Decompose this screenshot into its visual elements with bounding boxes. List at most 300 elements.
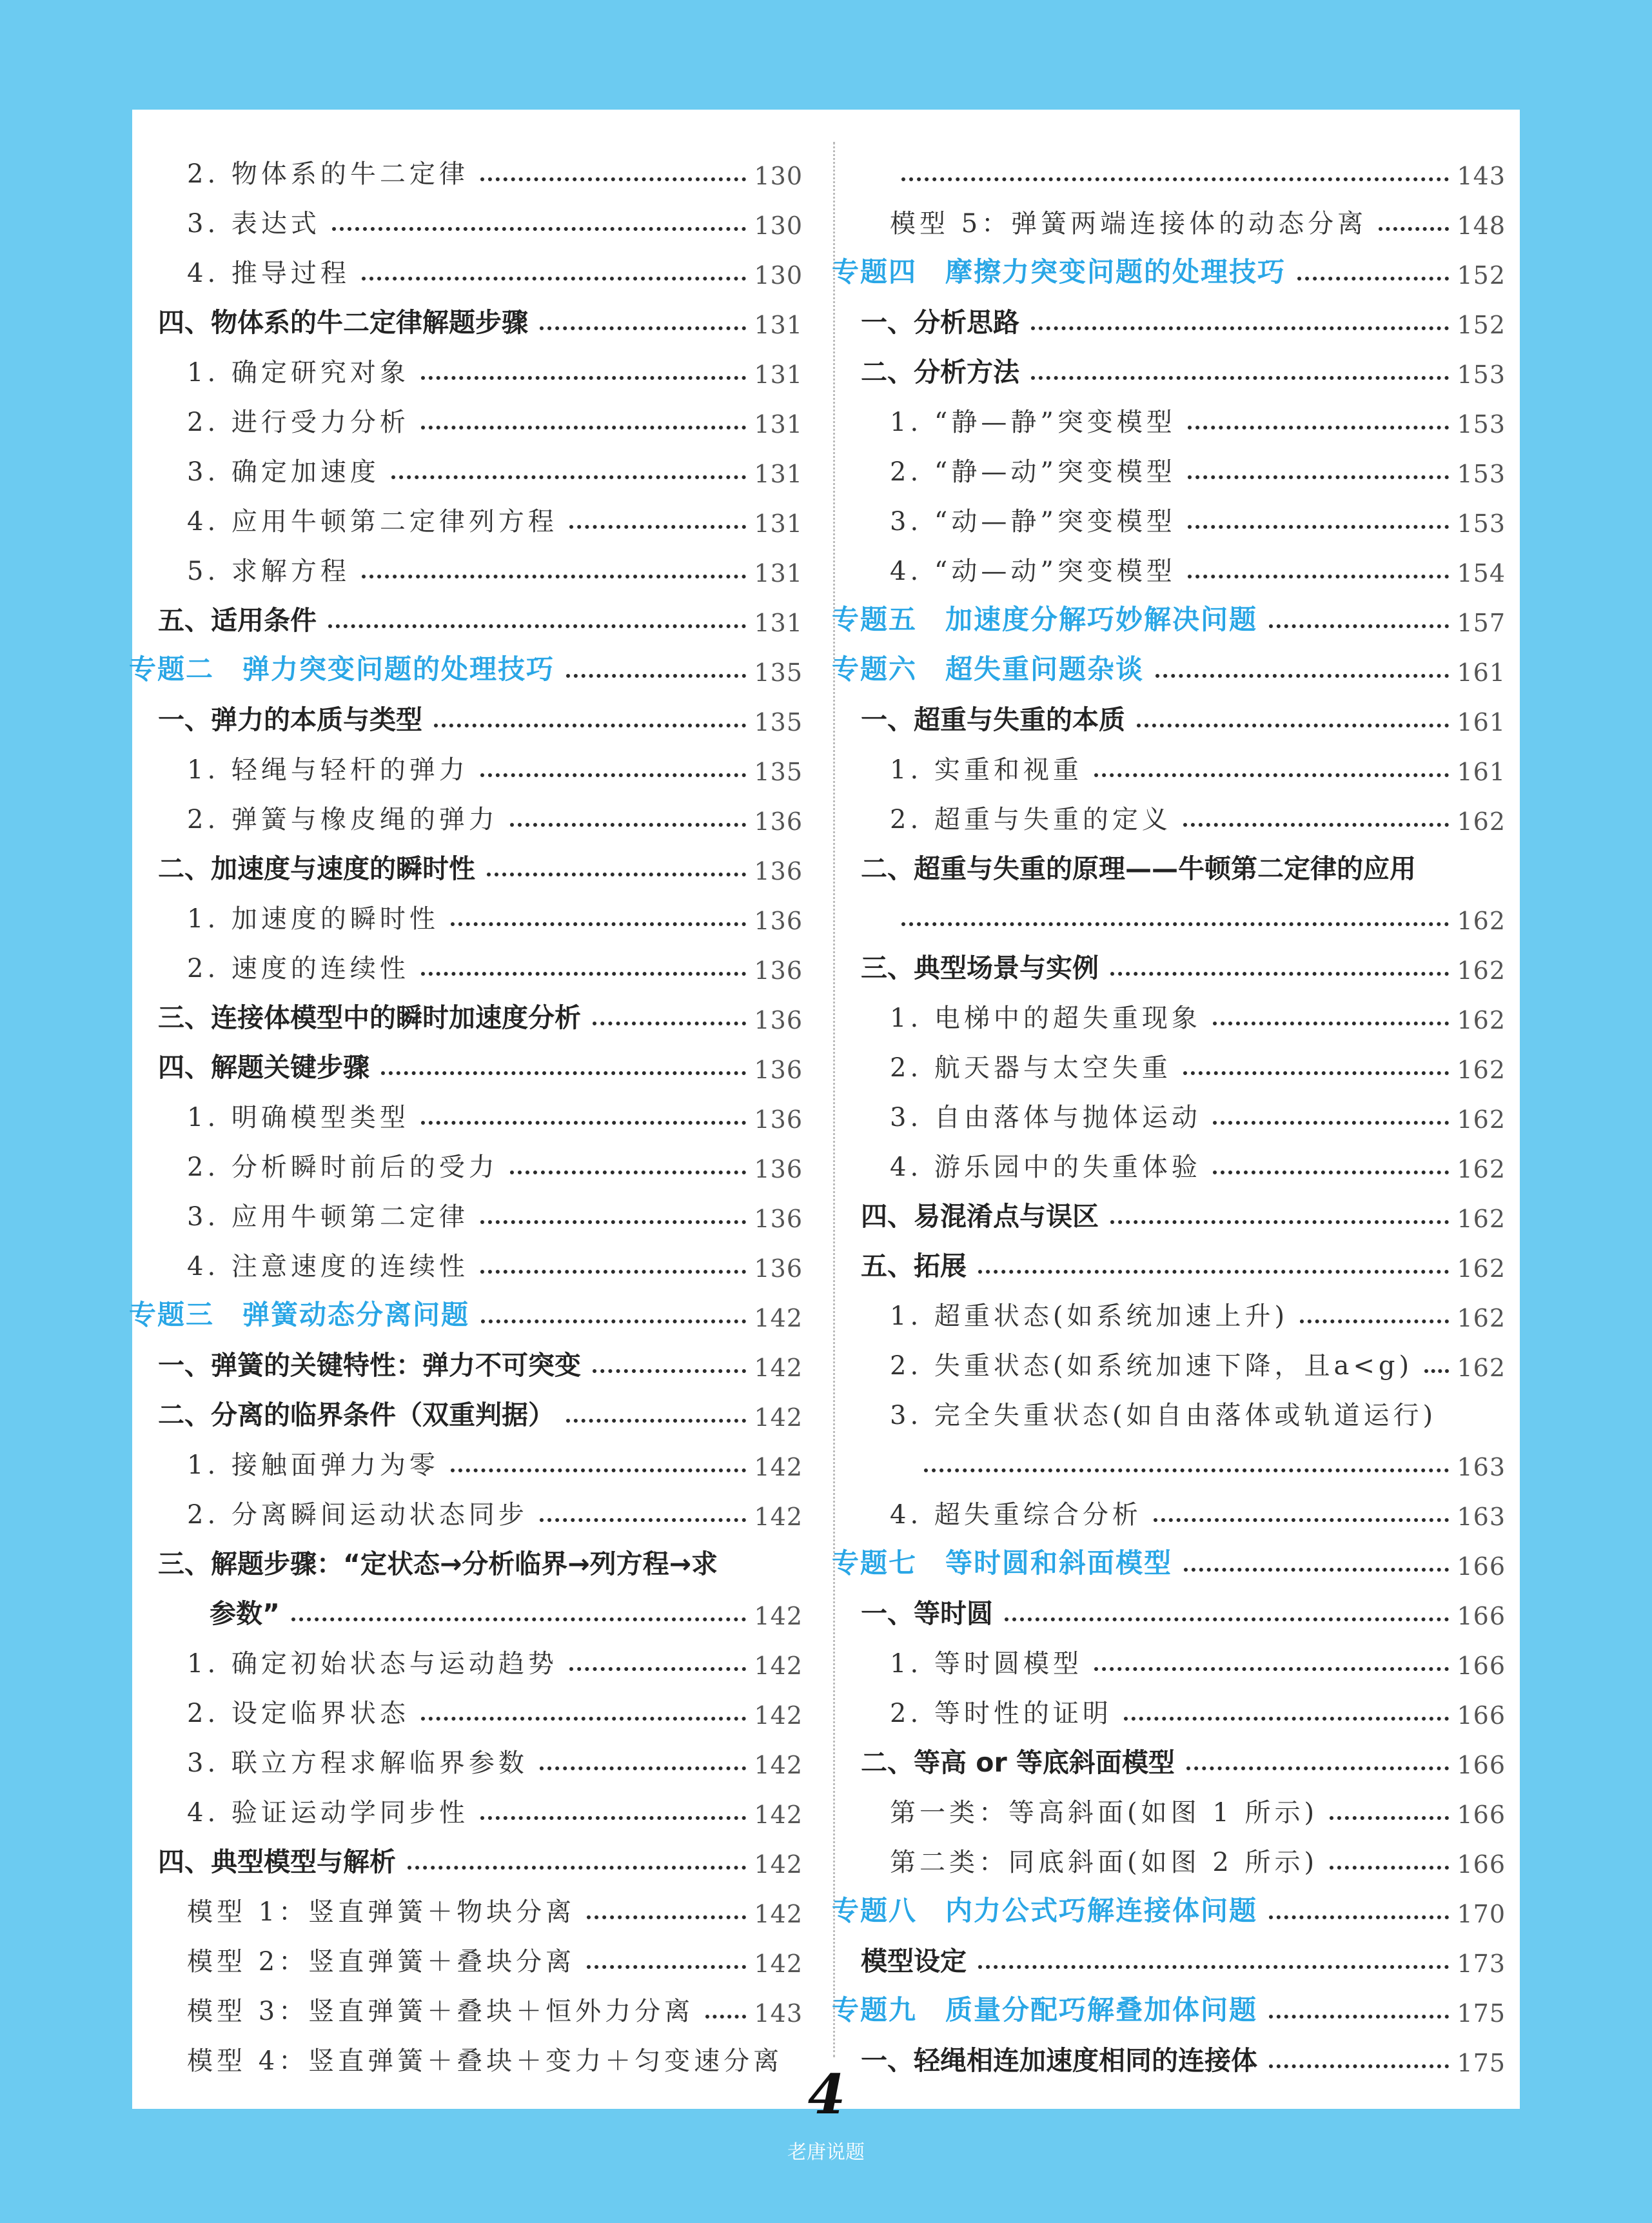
toc-entry-title: 模型 1：竖直弹簧＋物块分离 [187, 1897, 576, 1927]
toc-entry[interactable] [861, 1481, 1506, 1531]
toc-entry[interactable] [861, 736, 1506, 786]
toc-entry[interactable] [832, 637, 1506, 687]
toc-entry[interactable] [861, 1630, 1506, 1680]
toc-entry-page: 154 [1457, 559, 1506, 588]
toc-entry[interactable] [861, 290, 1506, 339]
dot-leader [510, 1171, 747, 1174]
dot-leader [1005, 1617, 1449, 1621]
dot-leader [1213, 1171, 1450, 1174]
toc-entry[interactable] [158, 1680, 803, 1730]
toc-entry-page: 142 [754, 1801, 803, 1829]
toc-entry[interactable] [861, 1134, 1506, 1183]
toc-left-column [129, 141, 803, 2077]
toc-entry[interactable] [861, 1581, 1506, 1630]
toc-entry-title: 四、典型模型与解析 [158, 1846, 396, 1877]
toc-entry-page: 166 [1457, 1801, 1506, 1829]
dot-leader [332, 227, 747, 231]
toc-entry-page: 136 [754, 956, 803, 985]
toc-entry[interactable] [129, 637, 803, 687]
toc-entry[interactable] [158, 1779, 803, 1829]
dot-leader [1094, 773, 1450, 777]
toc-entry[interactable] [832, 1531, 1506, 1581]
toc-entry-title: 4. “动—动”突变模型 [890, 557, 1176, 586]
toc-entry-title: 专题六 超失重问题杂谈 [832, 653, 1145, 685]
dot-leader [587, 1915, 746, 1919]
toc-entry-title: 2. 超重与失重的定义 [890, 805, 1172, 835]
toc-entry-page: 161 [1457, 758, 1506, 786]
toc-entry-title: 2. 航天器与太空失重 [890, 1053, 1172, 1083]
dot-leader [1183, 1071, 1450, 1075]
toc-entry-title: 四、易混淆点与误区 [861, 1201, 1099, 1232]
toc-entry[interactable] [158, 687, 803, 736]
toc-entry[interactable] [861, 1332, 1506, 1382]
toc-entry-title: 1. 等时圆模型 [890, 1649, 1083, 1679]
toc-entry[interactable] [158, 1332, 803, 1382]
toc-entry-title: 参数” [210, 1598, 280, 1629]
toc-entry-title: 2. “静—动”突变模型 [890, 457, 1176, 487]
dot-leader [1330, 1866, 1449, 1870]
toc-entry-page: 163 [1457, 1453, 1506, 1481]
toc-entry[interactable] [158, 141, 803, 190]
dot-leader [593, 1022, 746, 1025]
toc-entry-title: 1. 实重和视重 [890, 755, 1083, 785]
toc-entry[interactable] [861, 1829, 1506, 1879]
toc-entry-title: 4. 推导过程 [187, 259, 350, 288]
toc-entry[interactable] [861, 538, 1506, 588]
toc-entry-page: 162 [1457, 1254, 1506, 1283]
dot-leader [434, 724, 746, 727]
toc-entry[interactable] [158, 836, 803, 885]
dot-leader [1188, 426, 1450, 430]
toc-entry[interactable] [861, 1034, 1506, 1084]
toc-entry-page: 161 [1457, 658, 1506, 687]
footer-watermark: 老唐说题 [787, 2141, 865, 2164]
toc-entry-title: 2. 进行受力分析 [187, 408, 409, 437]
toc-entry-page: 175 [1457, 2049, 1506, 2077]
toc-entry-page: 142 [754, 1900, 803, 1928]
toc-entry-page: 162 [1457, 1006, 1506, 1034]
dot-leader [705, 2015, 746, 2019]
toc-entry-page: 131 [754, 559, 803, 588]
dot-leader [1269, 624, 1449, 628]
toc-entry-page: 136 [754, 1006, 803, 1034]
toc-entry[interactable] [861, 935, 1506, 985]
toc-entry-title: 四、解题关键步骤 [158, 1052, 369, 1083]
toc-entry[interactable] [158, 240, 803, 290]
toc-entry-page: 136 [754, 907, 803, 935]
toc-entry-page: 173 [1457, 1950, 1506, 1978]
dot-leader [421, 1717, 747, 1721]
toc-entry[interactable] [158, 1581, 803, 1630]
dot-leader [1269, 2064, 1449, 2068]
dot-leader [566, 674, 746, 678]
toc-entry-title: 三、解题步骤：“定状态→分析临界→列方程→求 [158, 1548, 718, 1579]
toc-entry-page: 162 [1457, 907, 1506, 935]
toc-entry-page: 131 [754, 410, 803, 439]
dot-leader [1183, 823, 1450, 827]
toc-entry-title: 1. 电梯中的超失重现象 [890, 1003, 1201, 1033]
toc-entry-page: 142 [754, 1503, 803, 1531]
toc-entry-page: 175 [1457, 1999, 1506, 2028]
toc-entry-title: 4. 应用牛顿第二定律列方程 [187, 507, 558, 537]
toc-entry-title: 3. 应用牛顿第二定律 [187, 1202, 469, 1232]
toc-entry-title: 专题四 摩擦力突变问题的处理技巧 [832, 256, 1286, 288]
toc-entry-page: 163 [1457, 1503, 1506, 1531]
toc-entry-page: 166 [1457, 1850, 1506, 1879]
toc-entry[interactable] [861, 1283, 1506, 1332]
toc-entry-title: 3. 自由落体与抛体运动 [890, 1103, 1201, 1132]
toc-entry[interactable] [861, 885, 1506, 935]
toc-entry-page: 152 [1457, 311, 1506, 339]
toc-entry-title: 三、连接体模型中的瞬时加速度分析 [158, 1002, 581, 1033]
toc-entry-title: 模型 4：竖直弹簧＋叠块＋变力＋匀变速分离 [187, 2046, 783, 2076]
toc-entry-title: 1. 超重状态(如系统加速上升) [890, 1301, 1289, 1331]
toc-entry[interactable] [158, 1879, 803, 1928]
toc-entry-page: 135 [754, 658, 803, 687]
dot-leader [924, 1468, 1449, 1472]
toc-entry-page: 142 [754, 1701, 803, 1730]
toc-entry-title: 4. 验证运动学同步性 [187, 1798, 469, 1828]
toc-entry-title: 模型 5：弹簧两端连接体的动态分离 [890, 209, 1368, 239]
dot-leader [381, 1071, 746, 1075]
toc-entry[interactable] [158, 439, 803, 488]
dot-leader [540, 326, 746, 330]
toc-right-column [832, 141, 1506, 2077]
dot-leader [1110, 1220, 1449, 1224]
dot-leader [1379, 227, 1449, 231]
dot-leader [1188, 475, 1450, 479]
dot-leader [1188, 575, 1450, 578]
toc-entry[interactable] [832, 588, 1506, 637]
dot-leader [480, 177, 747, 181]
toc-entry[interactable] [861, 190, 1506, 240]
toc-entry-page: 153 [1457, 361, 1506, 389]
toc-entry-title: 3. 完全失重状态(如自由落体或轨道运行) [890, 1401, 1437, 1430]
toc-entry-title: 专题九 质量分配巧解叠加体问题 [832, 1994, 1258, 2026]
toc-entry[interactable] [861, 141, 1506, 190]
toc-entry-title: 五、拓展 [861, 1250, 967, 1281]
toc-entry-page: 153 [1457, 410, 1506, 439]
toc-entry-page: 136 [754, 1056, 803, 1084]
toc-entry-page: 143 [1457, 162, 1506, 190]
toc-entry-title: 二、超重与失重的原理——牛顿第二定律的应用 [861, 853, 1416, 884]
toc-entry-title: 模型设定 [861, 1946, 967, 1977]
toc-entry-title: 二、等高 or 等底斜面模型 [861, 1747, 1175, 1778]
toc-entry-page: 166 [1457, 1751, 1506, 1779]
toc-entry-title: 2. 分析瞬时前后的受力 [187, 1152, 498, 1182]
toc-entry[interactable] [861, 1183, 1506, 1233]
toc-entry[interactable] [158, 538, 803, 588]
toc-entry-page: 130 [754, 261, 803, 290]
toc-entry-title: 第二类：同底斜面(如图 2 所示) [890, 1848, 1319, 1877]
toc-entry-page: 136 [754, 1254, 803, 1283]
toc-entry[interactable] [158, 339, 803, 389]
toc-entry[interactable] [832, 1978, 1506, 2028]
dot-leader [487, 873, 746, 876]
dot-leader [978, 1965, 1449, 1969]
toc-entry[interactable] [861, 1084, 1506, 1134]
toc-entry-title: 3. 联立方程求解临界参数 [187, 1748, 528, 1778]
toc-entry-page: 142 [754, 1950, 803, 1978]
toc-entry-title: 3. 表达式 [187, 209, 320, 239]
dot-leader [569, 525, 747, 529]
toc-entry-page: 136 [754, 1155, 803, 1183]
dot-leader [1330, 1816, 1449, 1820]
toc-entry[interactable] [158, 290, 803, 339]
toc-entry-page: 162 [1457, 956, 1506, 985]
toc-entry[interactable] [158, 1382, 803, 1432]
dot-leader [1297, 277, 1449, 281]
toc-entry-title: 1. 明确模型类型 [187, 1103, 409, 1132]
dot-leader [1184, 1568, 1449, 1572]
dot-leader [408, 1866, 746, 1870]
toc-entry-page: 166 [1457, 1552, 1506, 1581]
toc-entry[interactable] [861, 836, 1506, 885]
toc-entry-page: 130 [754, 212, 803, 240]
toc-entry[interactable] [158, 1928, 803, 1978]
column-divider [833, 142, 835, 2057]
dot-leader [540, 1518, 747, 1522]
toc-entry-title: 一、等时圆 [861, 1598, 993, 1629]
toc-entry-page: 152 [1457, 261, 1506, 290]
dot-leader [421, 376, 747, 380]
dot-leader [1186, 1766, 1450, 1770]
toc-entry[interactable] [861, 1233, 1506, 1283]
toc-entry-title: 一、超重与失重的本质 [861, 704, 1125, 735]
dot-leader [1424, 1369, 1449, 1373]
toc-entry[interactable] [158, 1034, 803, 1084]
toc-entry-title: 二、分离的临界条件（双重判据） [158, 1399, 555, 1430]
toc-entry[interactable] [158, 1183, 803, 1233]
dot-leader [1094, 1667, 1450, 1671]
toc-entry-page: 142 [754, 1453, 803, 1481]
toc-entry-title: 一、弹力的本质与类型 [158, 704, 422, 735]
toc-entry-title: 1. 确定初始状态与运动趋势 [187, 1649, 558, 1679]
toc-entry-title: 二、分析方法 [861, 357, 1019, 388]
toc-entry-page: 142 [754, 1850, 803, 1879]
dot-leader [421, 972, 747, 976]
dot-leader [391, 475, 747, 479]
toc-entry-page: 135 [754, 708, 803, 736]
toc-entry[interactable] [158, 885, 803, 935]
toc-entry[interactable] [861, 985, 1506, 1034]
dot-leader [480, 773, 747, 777]
toc-entry[interactable] [861, 389, 1506, 439]
toc-entry-title: 2. 弹簧与橡皮绳的弹力 [187, 805, 498, 835]
toc-entry-title: 模型 3：竖直弹簧＋叠块＋恒外力分离 [187, 1997, 694, 2026]
dot-leader [1213, 1022, 1450, 1025]
toc-entry-page: 162 [1457, 1155, 1506, 1183]
toc-entry-page: 136 [754, 857, 803, 885]
toc-entry-title: 专题七 等时圆和斜面模型 [832, 1547, 1173, 1579]
toc-entry-page: 135 [754, 758, 803, 786]
toc-entry-title: 2. 物体系的牛二定律 [187, 159, 469, 189]
toc-entry-page: 157 [1457, 609, 1506, 637]
page-number: 4 [807, 2062, 846, 2126]
toc-entry-title: 4. 注意速度的连续性 [187, 1252, 469, 1281]
toc-entry-title: 专题三 弹簧动态分离问题 [129, 1299, 470, 1330]
toc-entry-title: 2. 速度的连续性 [187, 954, 409, 983]
toc-entry-title: 五、适用条件 [158, 605, 317, 636]
toc-entry-page: 153 [1457, 509, 1506, 538]
toc-entry-page: 130 [754, 162, 803, 190]
toc-entry-title: 第一类：等高斜面(如图 1 所示) [890, 1798, 1319, 1828]
toc-entry-title: 1. 加速度的瞬时性 [187, 904, 439, 934]
toc-entry-page: 142 [754, 1304, 803, 1332]
toc-entry-page: 162 [1457, 1056, 1506, 1084]
toc-entry[interactable] [861, 439, 1506, 488]
toc-entry-page: 131 [754, 361, 803, 389]
dot-leader [901, 922, 1449, 926]
dot-leader [1188, 525, 1450, 529]
toc-entry[interactable] [832, 240, 1506, 290]
toc-entry-page: 142 [754, 1652, 803, 1680]
toc-entry-title: 2. 设定临界状态 [187, 1699, 409, 1728]
toc-entry[interactable] [861, 687, 1506, 736]
dot-leader [480, 1816, 747, 1820]
toc-entry-page: 142 [754, 1751, 803, 1779]
toc-entry[interactable] [158, 935, 803, 985]
toc-entry[interactable] [158, 1084, 803, 1134]
toc-entry-title: 1. “静—静”突变模型 [890, 408, 1176, 437]
toc-entry-page: 170 [1457, 1900, 1506, 1928]
toc-entry-title: 1. 接触面弹力为零 [187, 1450, 439, 1480]
toc-entry[interactable] [861, 1928, 1506, 1978]
toc-entry-title: 专题五 加速度分解巧妙解决问题 [832, 604, 1258, 635]
dot-leader [1269, 1915, 1449, 1919]
toc-entry-page: 142 [754, 1602, 803, 1630]
toc-entry-page: 131 [754, 509, 803, 538]
toc-entry[interactable] [861, 786, 1506, 836]
toc-entry-title: 2. 失重状态(如系统加速下降，且a<g) [890, 1351, 1413, 1381]
toc-entry[interactable] [158, 1730, 803, 1779]
dot-leader [451, 922, 747, 926]
toc-entry[interactable] [129, 1283, 803, 1332]
dot-leader [1137, 724, 1449, 727]
toc-entry-title: 专题八 内力公式巧解连接体问题 [832, 1895, 1258, 1926]
toc-entry[interactable] [158, 1432, 803, 1481]
toc-entry[interactable] [158, 488, 803, 538]
toc-entry[interactable] [158, 2028, 803, 2077]
dot-leader [1155, 674, 1449, 678]
toc-entry[interactable] [158, 190, 803, 240]
toc-entry-title: 2. 等时性的证明 [890, 1699, 1112, 1728]
toc-entry-page: 142 [754, 1354, 803, 1382]
dot-leader [421, 1121, 747, 1125]
toc-entry-title: 二、加速度与速度的瞬时性 [158, 853, 475, 884]
toc-entry-title: 三、典型场景与实例 [861, 953, 1099, 983]
dot-leader [978, 1270, 1449, 1274]
toc-entry[interactable] [158, 1134, 803, 1183]
toc-entry-title: 1. 轻绳与轻杆的弹力 [187, 755, 469, 785]
dot-leader [328, 624, 746, 628]
toc-entry-page: 136 [754, 1205, 803, 1233]
dot-leader [362, 277, 747, 281]
toc-entry[interactable] [158, 736, 803, 786]
toc-entry[interactable] [861, 339, 1506, 389]
toc-entry-title: 2. 分离瞬间运动状态同步 [187, 1500, 528, 1530]
toc-entry-page: 148 [1457, 212, 1506, 240]
dot-leader [362, 575, 747, 578]
dot-leader [1110, 972, 1449, 976]
toc-entry-page: 166 [1457, 1602, 1506, 1630]
toc-entry[interactable] [861, 488, 1506, 538]
dot-leader [1213, 1121, 1450, 1125]
toc-entry[interactable] [832, 1879, 1506, 1928]
toc-entry-title: 4. 游乐园中的失重体验 [890, 1152, 1201, 1182]
dot-leader [451, 1468, 747, 1472]
dot-leader [510, 823, 747, 827]
dot-leader [1154, 1518, 1450, 1522]
toc-entry[interactable] [158, 1233, 803, 1283]
dot-leader [1269, 2015, 1449, 2019]
toc-entry[interactable] [158, 389, 803, 439]
toc-entry-title: 四、物体系的牛二定律解题步骤 [158, 307, 528, 338]
dot-leader [901, 177, 1449, 181]
toc-entry[interactable] [158, 1978, 803, 2028]
toc-entry-page: 162 [1457, 807, 1506, 836]
dot-leader [1031, 326, 1449, 330]
dot-leader [540, 1766, 747, 1770]
toc-entry-page: 136 [754, 1105, 803, 1134]
toc-entry-title: 3. “动—静”突变模型 [890, 507, 1176, 537]
toc-entry[interactable] [158, 1630, 803, 1680]
toc-entry-title: 1. 确定研究对象 [187, 358, 409, 388]
dot-leader [291, 1617, 747, 1621]
toc-entry-page: 161 [1457, 708, 1506, 736]
toc-entry-page: 166 [1457, 1701, 1506, 1730]
toc-entry-title: 一、弹簧的关键特性：弹力不可突变 [158, 1350, 581, 1381]
toc-entry-page: 162 [1457, 1105, 1506, 1134]
toc-entry[interactable] [158, 1829, 803, 1879]
toc-page [129, 110, 1520, 2109]
toc-entry[interactable] [158, 786, 803, 836]
toc-entry-page: 166 [1457, 1652, 1506, 1680]
toc-entry[interactable] [158, 588, 803, 637]
toc-entry[interactable] [861, 1432, 1506, 1481]
dot-leader [1031, 376, 1449, 380]
toc-entry[interactable] [158, 985, 803, 1034]
toc-entry[interactable] [861, 2028, 1506, 2077]
toc-entry-title: 3. 确定加速度 [187, 457, 380, 487]
toc-entry-title: 4. 超失重综合分析 [890, 1500, 1142, 1530]
toc-entry[interactable] [158, 1481, 803, 1531]
toc-entry-title: 模型 2：竖直弹簧＋叠块分离 [187, 1947, 576, 1977]
dot-leader [1124, 1717, 1450, 1721]
toc-entry[interactable] [158, 1531, 803, 1581]
toc-entry-page: 162 [1457, 1205, 1506, 1233]
toc-entry-page: 131 [754, 460, 803, 488]
dot-leader [569, 1667, 747, 1671]
toc-entry-page: 131 [754, 609, 803, 637]
dot-leader [593, 1369, 746, 1373]
dot-leader [587, 1965, 746, 1969]
toc-entry-page: 143 [754, 1999, 803, 2028]
toc-entry[interactable] [861, 1730, 1506, 1779]
toc-entry[interactable] [861, 1382, 1506, 1432]
dot-leader [1300, 1319, 1449, 1323]
dot-leader [566, 1419, 746, 1423]
toc-entry-title: 一、分析思路 [861, 307, 1019, 338]
toc-entry-page: 136 [754, 807, 803, 836]
dot-leader [421, 426, 747, 430]
dot-leader [480, 1270, 747, 1274]
toc-entry-title: 一、轻绳相连加速度相同的连接体 [861, 2045, 1257, 2076]
toc-entry-page: 131 [754, 311, 803, 339]
toc-entry[interactable] [861, 1680, 1506, 1730]
dot-leader [480, 1220, 747, 1224]
toc-entry[interactable] [861, 1779, 1506, 1829]
